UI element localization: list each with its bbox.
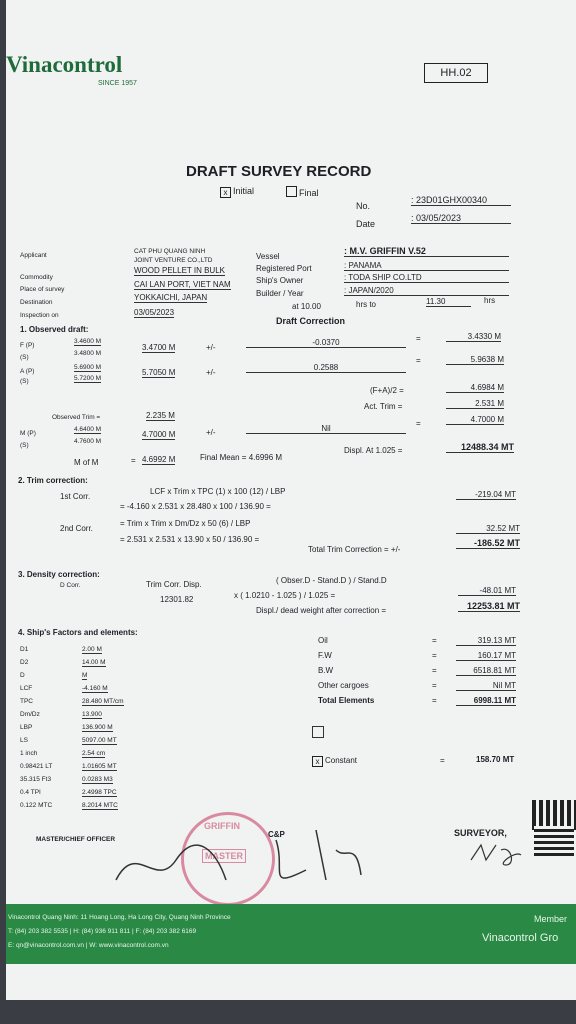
factor-key: 1 inch [20, 750, 38, 757]
displacement: 12488.34 MT [446, 442, 514, 453]
f-plusminus: +/- [206, 343, 216, 352]
factor-key: D1 [20, 646, 29, 653]
builder: : JAPAN/2020 [344, 286, 509, 296]
f-corr: -0.0370 [246, 338, 406, 348]
final-checkbox [286, 186, 297, 197]
m-mean: 4.7000 M [142, 430, 176, 439]
survey-document: Vinacontrol SINCE 1957 HH.02 DRAFT SURVEY RECORD x Initial Final No. : 23D01GHX00340 Date : 03/05/2023 Applicant CAT PHU QUANG NINH JOINT VENTURE CO.,LTD Commodity WOOD PELLET IN BULK Place of survey CAI LAN PORT, VIET NAM Destination YOKKAICHI, JAPAN Inspection on 03/05/2023 Vessel : M.V. GRIFFIN V.52 Registered Port : PANAMA Ship's Owner : TODA SHIP CO.LTD Builder / Year : JAPAN/2020 at 10.00 hrs to 11.30 hrs 1. Observed draft: Draft Correction F (P) (S) 3.4600 M 3.4800 M 3.4700 M +/- -0.0370 = 3.4330 M A (P) (S) 5.6900 M 5.7200 M 5.7050 M +/- 0.2588 = 5.9638 M (F+A)/2 = 4.6984 M Act. Trim = 2.531 M Observed Trim = 2.235 M M (P) (S) 4.6400 M 4.7600 M 4.7000 M +/- Nil = 4.7000 M M of M = 4.6992 M Final Mean = 4.6996 M Displ. At 1.025 = 12488.34 MT 2. Trim correction: 1st Corr. LCF x Trim x TPC (1) x 100 (12) / LBP = -4.160 x 2.531 x 28.480 x 100 / 136.90 = -219.04 MT 2nd Corr. = Trim x Trim x Dm/Dz x 50 (6) / LBP = 2.531 x 2.531 x 13.90 x 50 / 136.90 = 32.52 MT Total Trim Correction = +/- -186.52 MT 3. Density correction: D Corr. Trim Corr. Disp. 12301.82 ( Obser.D - Stand.D ) / Stand.D x ( 1.0210 - 1.025 ) / 1.025 = -48.01 MT Displ./ dead weight after correction = 12253.81 MT 4. Ship's Factors and elements: D1 2.00 M D2 14.00 M D M LCF -4.160 M TPC 28.480 MT/cm Dm/Dz 13.900 LBP 136.900 M LS 5097.00 MT 1 inch 2.54 cm 0.98421 LT 1.01605 MT 35.315 Ft3 0.0283 M3 0.4 TPI 2.4998 TPC 0.122 MTC 8.2014 MTC Oil = 319.13 MT F.W = 160.17 MT B.W = 6518.81 MT Other cargoes = Nil MT Total Elements = 6998.11 MT x Constant = 158.70 MT MASTER/CHIEF OFFICER C&P SURVEYOR, GRIFFIN MASTER Vinacontrol Quang Ninh: 11 Hoang Long, Ha Long City, Quang Ninh Province T: (84) 203 382 5535 | H: (84) 936 911 811 | F: (84) 203 382 6169 E: qn@vinacontrol.com.vn | W: www.vinacontrol.com.vn Member Vinacontrol Gro [6, 0, 576, 1000]
inspection-label: Inspection on [20, 312, 59, 319]
fa2-label: (F+A)/2 = [370, 386, 404, 395]
factor-value: -4.160 M [82, 685, 108, 692]
footer-phone: T: (84) 203 382 5535 | H: (84) 936 911 811 | F: (84) 203 382 6169 [8, 928, 197, 935]
vinacontrol-logo: Vinacontrol [6, 52, 123, 77]
master-stamp: GRIFFIN MASTER [181, 812, 275, 906]
element-value: 160.17 MT [456, 651, 516, 661]
factor-key: 0.98421 LT [20, 763, 53, 770]
element-value: Nil MT [456, 681, 516, 691]
start-time: at 10.00 [292, 302, 321, 311]
constant-value: 158.70 MT [476, 755, 515, 764]
factors-heading: 4. Ship's Factors and elements: [18, 628, 138, 637]
owner: : TODA SHIP CO.LTD [344, 273, 509, 283]
empty-checkbox [312, 726, 324, 738]
factor-value: 1.01605 MT [82, 763, 117, 770]
f-mean: 3.4700 M [142, 343, 176, 352]
factor-key: 0.4 TPI [20, 789, 41, 796]
element-value: 6998.11 MT [456, 696, 516, 706]
label-fp: F (P) [20, 342, 35, 349]
ap-value: 5.6900 M [74, 364, 102, 371]
factor-key: TPC [20, 698, 33, 705]
destination: YOKKAICHI, JAPAN [134, 293, 208, 302]
label-ap: A (P) [20, 368, 35, 375]
hrs-to: hrs to [356, 300, 377, 309]
trim-total-label: Total Trim Correction = +/- [308, 545, 401, 554]
constant-row: x Constant [312, 756, 357, 767]
trim-heading: 2. Trim correction: [18, 476, 88, 485]
a-corr: 0.2588 [246, 363, 406, 373]
density-after-label: Displ./ dead weight after correction = [256, 606, 387, 615]
m-plusminus: +/- [206, 428, 216, 437]
port: : PANAMA [344, 261, 509, 271]
commodity: WOOD PELLET IN BULK [134, 266, 225, 275]
a-plusminus: +/- [206, 368, 216, 377]
density-values: x ( 1.0210 - 1.025 ) / 1.025 = [234, 591, 336, 600]
a-result: 5.9638 M [446, 355, 504, 365]
element-label: B.W [318, 666, 334, 675]
factor-key: 0.122 MTC [20, 802, 53, 809]
label-fs: (S) [20, 354, 29, 361]
master-label: MASTER/CHIEF OFFICER [36, 836, 116, 843]
fs-value: 3.4800 M [74, 350, 102, 357]
factor-key: LS [20, 737, 28, 744]
obs-trim: 2.235 M [146, 411, 175, 420]
port-label: Registered Port [256, 264, 312, 273]
trim-c2-values: = 2.531 x 2.531 x 13.90 x 50 / 136.90 = [120, 535, 260, 544]
a-mean: 5.7050 M [142, 368, 176, 377]
factor-value: 136.900 M [82, 724, 113, 731]
factor-key: LCF [20, 685, 33, 692]
trim-c1-result: -219.04 MT [456, 490, 516, 500]
mp-value: 4.6400 M [74, 426, 102, 433]
label-as: (S) [20, 378, 29, 385]
doc-no: : 23D01GHX00340 [411, 195, 511, 206]
factor-value: M [82, 672, 88, 679]
element-label: Total Elements [318, 696, 375, 705]
signature-icon [106, 820, 366, 900]
factor-key: LBP [20, 724, 33, 731]
displ-label: Displ. At 1.025 = [344, 446, 403, 455]
type-final: Final [286, 186, 319, 198]
density-dcorr: D Corr. [60, 582, 81, 589]
applicant-label: Applicant [20, 252, 47, 259]
commodity-label: Commodity [20, 274, 53, 281]
factor-key: Dm/Dz [20, 711, 40, 718]
background-bottom [0, 1000, 576, 1024]
factor-value: 2.54 cm [82, 750, 106, 757]
element-value: 319.13 MT [456, 636, 516, 646]
fa2: 4.6984 M [446, 383, 504, 393]
doc-date: : 03/05/2023 [411, 213, 511, 224]
type-initial: x Initial [220, 186, 254, 198]
footer-bar [6, 904, 576, 964]
destination-label: Destination [20, 299, 53, 306]
final-mean: Final Mean = 4.6996 M [200, 453, 283, 462]
act-trim-label: Act. Trim = [364, 402, 403, 411]
factor-value: 8.2014 MTC [82, 802, 118, 809]
trim-c2-label: 2nd Corr. [60, 524, 93, 533]
element-label: Oil [318, 636, 328, 645]
density-result: -48.01 MT [458, 586, 516, 596]
observed-heading: 1. Observed draft: [20, 325, 89, 334]
factor-value: 2.00 M [82, 646, 102, 653]
applicant-2: JOINT VENTURE CO.,LTD [134, 257, 213, 264]
m-result: 4.7000 M [446, 415, 504, 425]
m-corr: Nil [246, 424, 406, 434]
ms-value: 4.7600 M [74, 438, 102, 445]
density-formula: ( Obser.D - Stand.D ) / Stand.D [276, 576, 387, 585]
density-heading: 3. Density correction: [18, 570, 100, 579]
surveyor-signature-icon [466, 840, 526, 870]
draft-correction-title: Draft Correction [276, 316, 346, 326]
element-label: F.W [318, 651, 332, 660]
factor-value: 14.00 M [82, 659, 106, 666]
form-code: HH.02 [424, 63, 488, 83]
obs-trim-label: Observed Trim = [52, 414, 101, 421]
logo-since: SINCE 1957 [98, 80, 137, 87]
mofm: 4.6992 M [142, 455, 176, 464]
inspection-date: 03/05/2023 [134, 308, 175, 317]
qr-code-lower-icon [534, 826, 574, 856]
place-label: Place of survey [20, 286, 65, 293]
trim-c1-label: 1st Corr. [60, 492, 91, 501]
vessel-label: Vessel [256, 252, 280, 261]
initial-checkbox: x [220, 187, 231, 198]
trim-c2-result: 32.52 MT [456, 524, 520, 534]
density-disp: 12301.82 [160, 595, 194, 604]
document-title: DRAFT SURVEY RECORD [186, 163, 372, 180]
surveyor-label: SURVEYOR, [454, 828, 507, 838]
footer-email: E: qn@vinacontrol.com.vn | W: www.vinacontrol.com.vn [8, 942, 169, 949]
hrs: hrs [484, 296, 496, 305]
label-ms: (S) [20, 442, 29, 449]
trim-c1-formula: LCF x Trim x TPC (1) x 100 (12) / LBP [150, 487, 286, 496]
vessel: : M.V. GRIFFIN V.52 [344, 246, 509, 257]
as-value: 5.7200 M [74, 375, 102, 382]
factor-value: 2.4998 TPC [82, 789, 117, 796]
factor-key: 35.315 Ft3 [20, 776, 52, 783]
doc-no-label: No. [356, 201, 371, 211]
mofm-label: M of M [74, 458, 99, 467]
trim-c2-formula: = Trim x Trim x Dm/Dz x 50 (6) / LBP [120, 519, 251, 528]
factor-value: 13.900 [82, 711, 102, 718]
factor-value: 0.0283 M3 [82, 776, 113, 783]
doc-date-label: Date [356, 219, 376, 229]
constant-checkbox: x [312, 756, 323, 767]
cp-label: C&P [268, 830, 285, 839]
density-after: 12253.81 MT [458, 601, 520, 612]
fp-value: 3.4600 M [74, 338, 102, 345]
applicant-1: CAT PHU QUANG NINH [134, 248, 206, 255]
element-value: 6518.81 MT [456, 666, 516, 676]
factor-key: D [20, 672, 25, 679]
act-trim: 2.531 M [446, 399, 504, 409]
f-result: 3.4330 M [446, 332, 501, 342]
builder-label: Builder / Year [256, 289, 304, 298]
label-mp: M (P) [20, 430, 36, 437]
trim-total: -186.52 MT [456, 538, 520, 549]
owner-label: Ship's Owner [256, 276, 304, 285]
factor-key: D2 [20, 659, 29, 666]
place: CAI LAN PORT, VIET NAM [134, 280, 231, 289]
factor-value: 28.480 MT/cm [82, 698, 124, 705]
trim-c1-values: = -4.160 x 2.531 x 28.480 x 100 / 136.90 = [120, 502, 271, 511]
end-time: 11.30 [426, 297, 471, 307]
density-disp-label: Trim Corr. Disp. [146, 580, 202, 589]
factor-value: 5097.00 MT [82, 737, 117, 744]
footer-member: Member [534, 914, 568, 924]
footer-group: Vinacontrol Gro [482, 932, 559, 944]
footer-address: Vinacontrol Quang Ninh: 11 Hoang Long, Ha Long City, Quang Ninh Province [8, 914, 231, 921]
element-label: Other cargoes [318, 681, 369, 690]
